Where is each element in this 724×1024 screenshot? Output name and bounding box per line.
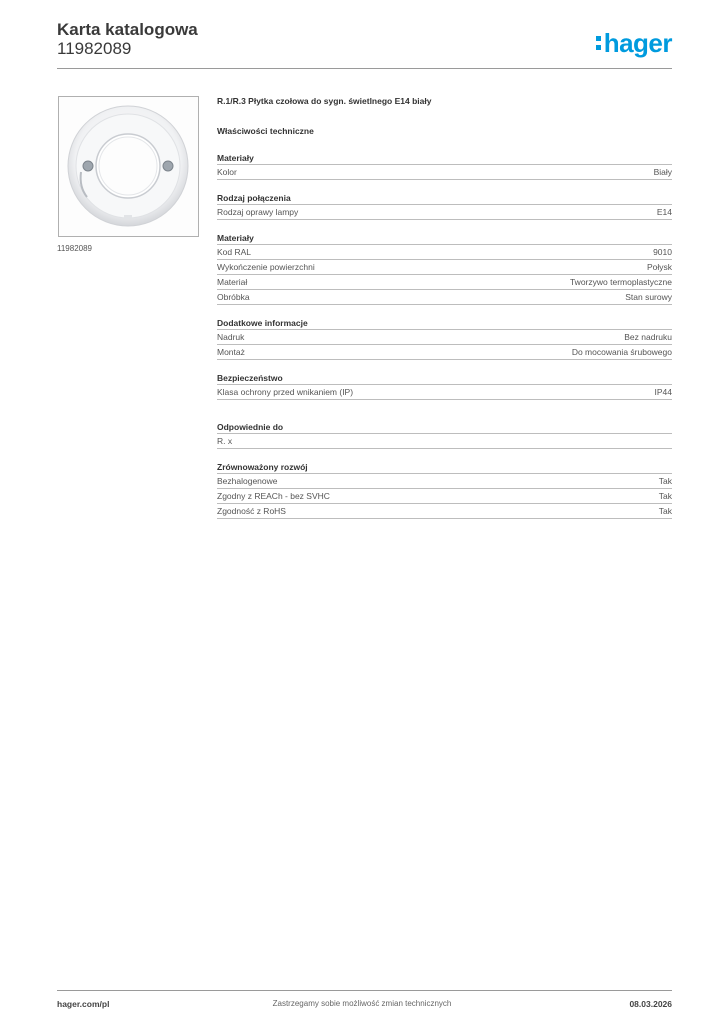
header-divider	[57, 68, 672, 69]
property-label: Nadruk	[217, 332, 245, 342]
group-safety	[217, 371, 672, 400]
property-row	[217, 205, 672, 220]
property-row	[217, 434, 672, 449]
group-title: Odpowiednie do	[217, 420, 672, 434]
property-label: Obróbka	[217, 292, 250, 302]
property-label: Wykończenie powierzchni	[217, 262, 315, 272]
product-image	[58, 96, 199, 237]
image-caption: 11982089	[57, 244, 92, 253]
property-label: Bezhalogenowe	[217, 476, 278, 486]
property-value: Do mocowania śrubowego	[571, 347, 672, 357]
group-materials-details	[217, 231, 672, 305]
property-value: Połysk	[646, 262, 672, 272]
property-value: Biały	[653, 167, 672, 177]
property-value: Bez nadruku	[624, 332, 672, 342]
property-label: Zgodność z RoHS	[217, 506, 286, 516]
property-row	[217, 385, 672, 400]
property-row	[217, 330, 672, 345]
property-row	[217, 245, 672, 260]
product-name: R.1/R.3 Płytka czołowa do sygn. świetlnego E14 biały	[217, 96, 432, 106]
property-value: Tak	[658, 491, 672, 501]
property-row	[217, 260, 672, 275]
property-row	[217, 489, 672, 504]
group-title: Materiały	[217, 151, 672, 165]
property-value: E14	[656, 207, 672, 217]
logo-colon-icon	[596, 34, 602, 52]
document-title: Karta katalogowa	[57, 20, 198, 39]
group-title: Bezpieczeństwo	[217, 371, 672, 385]
property-label: Materiał	[217, 277, 248, 287]
round-cover-plate-icon	[59, 97, 198, 236]
group-title: Dodatkowe informacje	[217, 316, 672, 330]
footer-website-link[interactable]: hager.com/pl	[57, 999, 110, 1009]
property-row	[217, 474, 672, 489]
property-label: R. x	[217, 436, 233, 446]
property-value: 9010	[653, 247, 672, 257]
group-suitable-for	[217, 420, 672, 449]
property-label: Klasa ochrony przed wnikaniem (IP)	[217, 387, 354, 397]
property-label: Montaż	[217, 347, 245, 357]
logo-text: hager	[603, 28, 672, 58]
group-connection-type	[217, 191, 672, 220]
group-title: Materiały	[217, 231, 672, 245]
product-details	[217, 94, 672, 530]
page-header	[57, 20, 672, 70]
group-sustainability	[217, 460, 672, 519]
footer-divider	[57, 990, 672, 991]
property-value: Tak	[658, 476, 672, 486]
property-label: Kolor	[217, 167, 237, 177]
footer-disclaimer: Zastrzegamy sobie możliwość zmian technicznych	[272, 999, 452, 1008]
property-groups	[217, 151, 672, 519]
group-materials	[217, 151, 672, 180]
property-row	[217, 504, 672, 519]
group-additional-info	[217, 316, 672, 360]
technical-properties-heading: Właściwości techniczne	[217, 126, 314, 136]
group-title: Zrównoważony rozwój	[217, 460, 672, 474]
property-label: Kod RAL	[217, 247, 252, 257]
document-number: 11982089	[57, 39, 132, 58]
property-label: Rodzaj oprawy lampy	[217, 207, 299, 217]
property-value: Stan surowy	[625, 292, 672, 302]
property-row	[217, 275, 672, 290]
hager-logo	[596, 28, 672, 59]
property-label: Zgodny z REACh - bez SVHC	[217, 491, 330, 501]
property-row	[217, 290, 672, 305]
property-row	[217, 345, 672, 360]
property-value: Tak	[658, 506, 672, 516]
footer-date: 08.03.2026	[629, 999, 672, 1009]
property-value: IP44	[654, 387, 672, 397]
property-value: Tworzywo termoplastyczne	[569, 277, 672, 287]
group-title: Rodzaj połączenia	[217, 191, 672, 205]
property-row	[217, 165, 672, 180]
